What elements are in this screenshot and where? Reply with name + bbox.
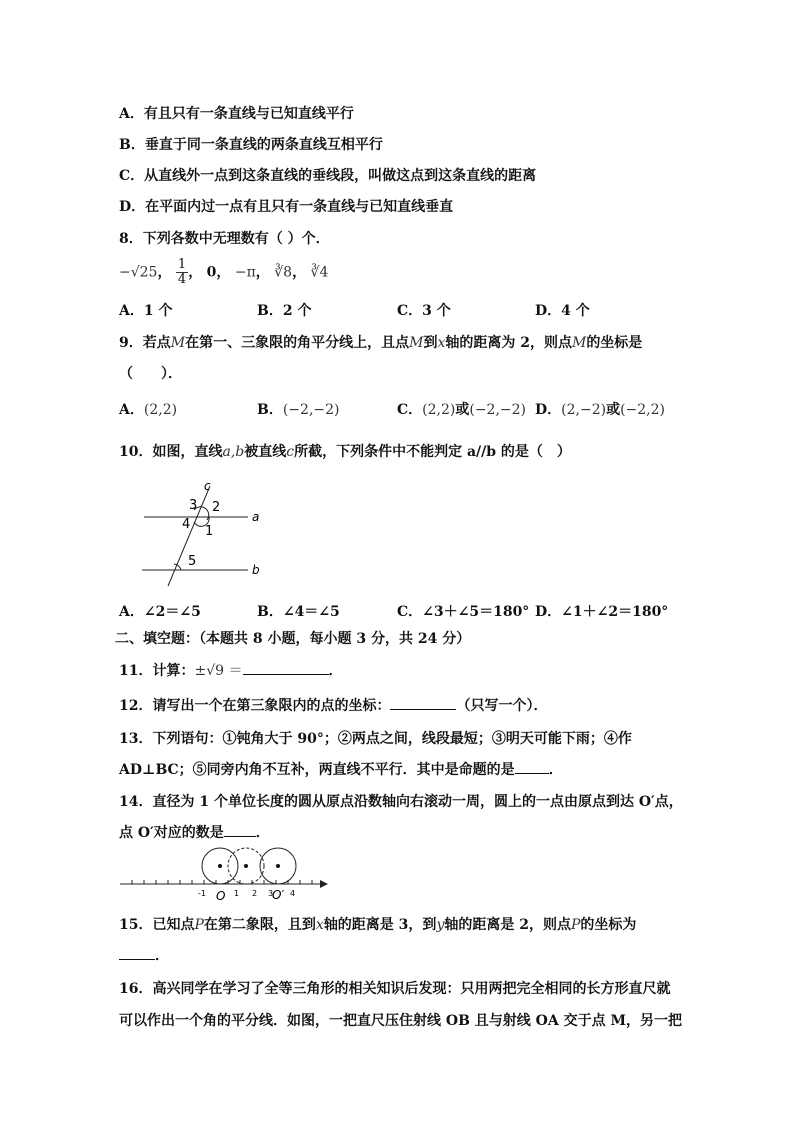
q11: 11．计算：±√9 ＝ ．	[119, 663, 343, 679]
q14-line2: 点 O′对应的数是 ．	[119, 825, 270, 841]
q8-num-3: 0	[206, 264, 217, 281]
tick-label-3: 3	[268, 889, 274, 898]
label-O: O	[216, 889, 226, 903]
q15-line2: ．	[119, 945, 169, 965]
q8-num-5: ∛8	[274, 264, 293, 281]
q11-blank	[243, 674, 329, 675]
q10-option-c: C．∠3＋∠5＝180°	[397, 604, 530, 620]
q8-number-list: −√25， $\frac{1}{4}$ ， 0， −π， ∛8， ∛4	[119, 257, 329, 287]
fig-label-a: a	[252, 510, 260, 524]
middle-center-dot	[244, 864, 248, 868]
q10-option-b: B．∠4＝∠5	[257, 604, 340, 620]
q8-num-4: −π	[234, 264, 256, 281]
q12-blank	[390, 709, 456, 710]
q13-blank	[515, 773, 549, 774]
tick-label-m1: -1	[198, 889, 206, 898]
q10-option-d: D．∠1＋∠2＝180°	[535, 604, 669, 620]
q9-option-c: C．(2,2)或(−2,−2)	[397, 402, 527, 418]
q8-option-d: D．4 个	[535, 303, 590, 319]
q8-fraction: $\frac{1}{4}$	[177, 257, 187, 287]
q8-option-a: A．1 个	[119, 303, 173, 319]
fig-label-c: c	[204, 479, 211, 493]
q14-blank	[224, 836, 256, 837]
q7-option-d: D．在平面内过一点有且只有一条直线与已知直线垂直	[119, 199, 454, 215]
q7-option-b: B．垂直于同一条直线的两条直线互相平行	[119, 137, 383, 153]
q13-line1: 13．下列语句：①钝角大于 90°；②两点之间，线段最短；③明天可能下雨；④作	[119, 731, 632, 747]
number-line-arrow	[320, 880, 328, 888]
fig-label-2: 2	[212, 500, 221, 515]
q15-blank	[119, 959, 155, 960]
section-2-heading: 二、填空题：（本题共 8 小题，每小题 3 分，共 24 分）	[115, 631, 471, 647]
tick-label-4: 4	[290, 889, 296, 898]
parallel-lines-figure	[130, 476, 270, 588]
q9-stem-line2: （ ）．	[119, 366, 182, 382]
fig-label-b: b	[252, 563, 260, 577]
label-O-prime: O′	[272, 888, 285, 902]
q8-option-b: B．2 个	[257, 303, 312, 319]
q7-option-c: C．从直线外一点到这条直线的垂线段，叫做这点到这条直线的距离	[119, 168, 537, 184]
tick-label-1: 1	[234, 889, 240, 898]
rolling-circle-figure	[118, 844, 330, 904]
q9-option-b: B．(−2,−2)	[257, 402, 340, 418]
q9-option-d: D．(2,−2)或(−2,2)	[535, 402, 665, 418]
q9-option-a: A．(2,2)	[119, 402, 178, 418]
fig-label-4: 4	[182, 517, 191, 532]
start-center-dot	[218, 864, 222, 868]
end-center-dot	[276, 864, 280, 868]
q16-line2: 可以作出一个角的平分线．如图，一把直尺压住射线 OB 且与射线 OA 交于点 M，另一把	[119, 1013, 682, 1029]
fig-label-1: 1	[205, 524, 214, 539]
q10-option-a: A．∠2＝∠5	[119, 604, 201, 620]
q10-stem: 10．如图，直线a,b被直线c所截，下列条件中不能判定 a//b 的是（ ）	[119, 444, 571, 460]
q12: 12．请写出一个在第三象限内的点的坐标： （只写一个）．	[119, 698, 548, 714]
fig-label-3: 3	[189, 498, 198, 513]
q15-line1: 15．已知点P在第二象限，且到x轴的距离是 3，到y轴的距离是 2，则点P的坐标为	[119, 917, 637, 933]
q7-option-a: A．有且只有一条直线与已知直线平行	[119, 106, 354, 122]
fig-label-5: 5	[188, 554, 197, 569]
q9-stem: 9．若点M在第一、三象限的角平分线上，且点M到x轴的距离为 2，则点M的坐标是	[119, 335, 643, 351]
q16-line1: 16．高兴同学在学习了全等三角形的相关知识后发现：只用两把完全相同的长方形直尺就	[119, 981, 671, 997]
q13-line2: AD⊥BC；⑤同旁内角不互补，两直线不平行．其中是命题的是 ．	[119, 762, 563, 778]
q8-stem: 8．下列各数中无理数有（ ）个．	[119, 231, 330, 247]
q14-line1: 14．直径为 1 个单位长度的圆从原点沿数轴向右滚动一周，圆上的一点由原点到达 O′点，	[119, 794, 683, 810]
q8-num-1: −√25	[119, 264, 158, 281]
q8-num-6: ∛4	[310, 264, 329, 281]
q8-option-c: C．3 个	[397, 303, 451, 319]
tick-label-2: 2	[252, 889, 258, 898]
